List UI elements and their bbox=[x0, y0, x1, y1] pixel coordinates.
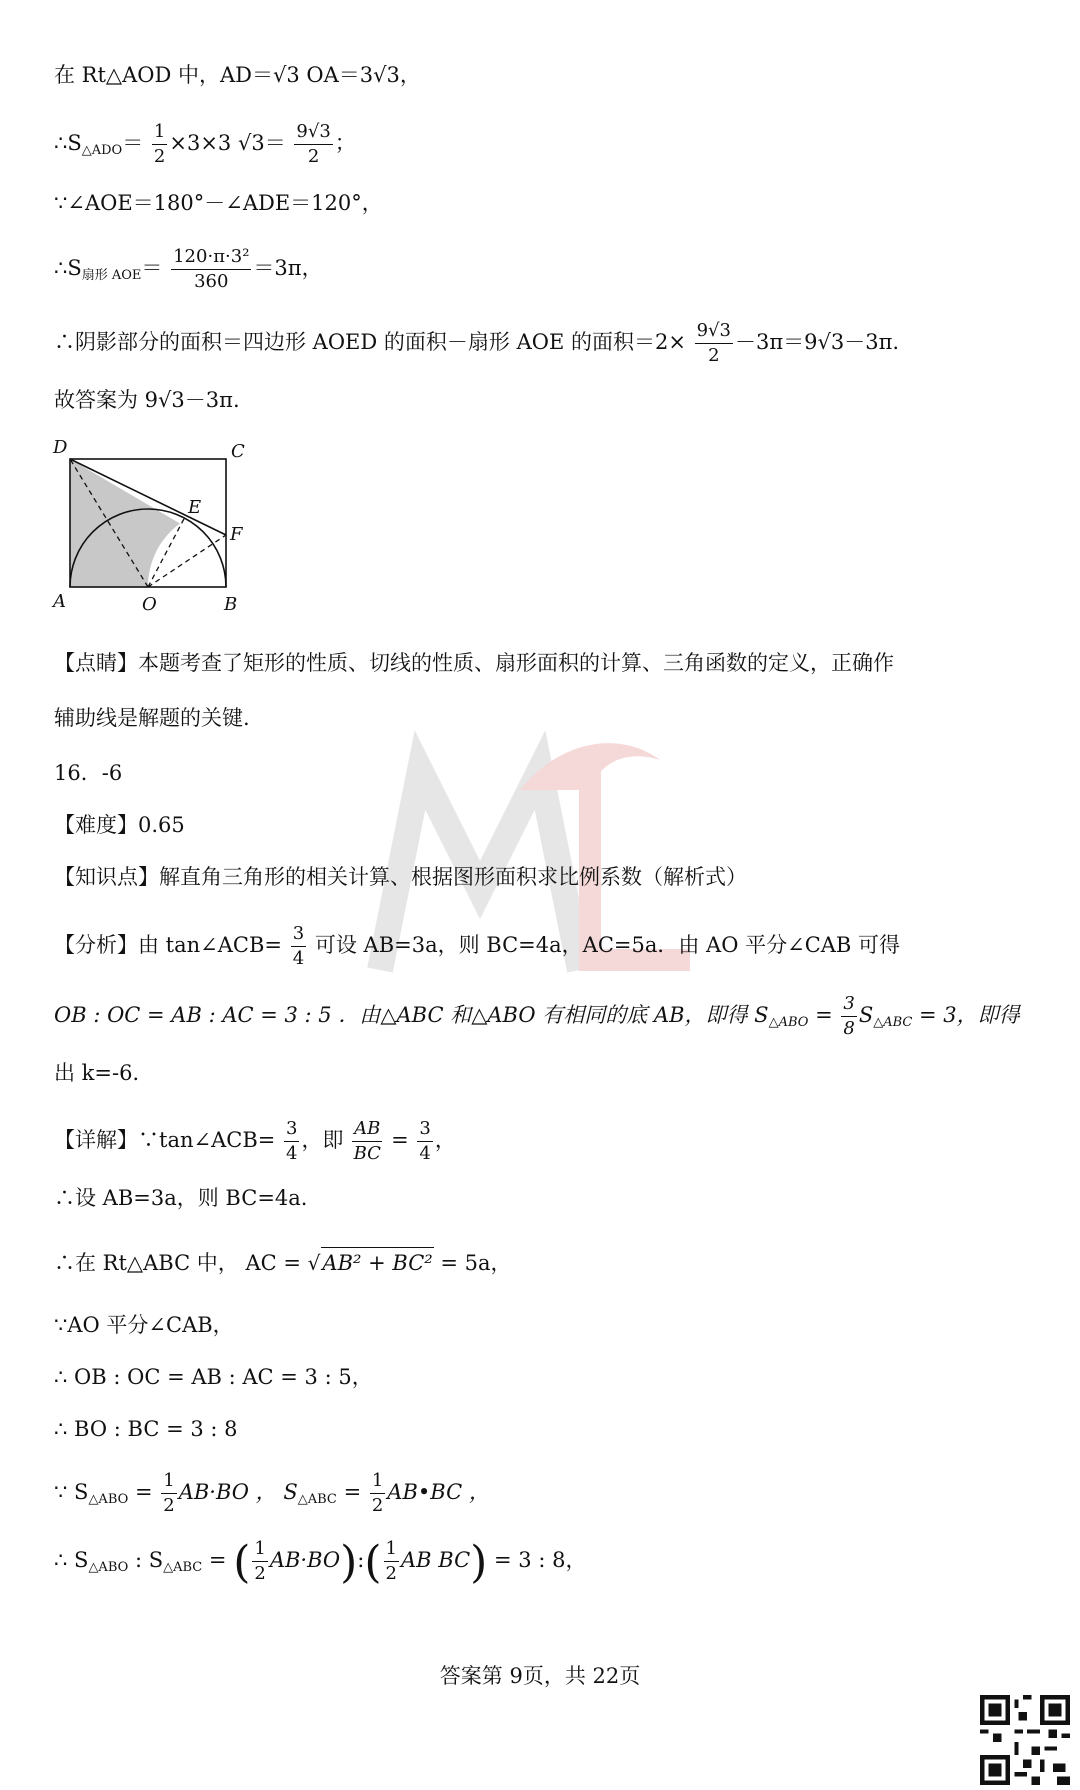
text-line: 【难度】0.65 bbox=[54, 813, 185, 837]
text-line: 【分析】由 tan∠ACB= $\frac{3}{4}$ 可设 AB=3a，则 BC=4a，AC=5a．由 AO 平分∠CAB 可得 bbox=[54, 923, 901, 969]
text: ＝ bbox=[122, 131, 144, 155]
text-line: 辅助线是解题的关键. bbox=[54, 706, 250, 730]
text: ∴S bbox=[54, 131, 82, 155]
text-line: ∴ $S_{\triangle ABO}$ : $S_{\triangle ABC}$ = ( $\frac{1}{2}$ AB·BO):( $\frac{1}{2}$ AB BC) = 3 : 8， bbox=[54, 1537, 587, 1588]
geometry-figure bbox=[50, 435, 280, 615]
text-line: $\therefore S_{扇形 AOE}=$ $\frac{\text{120·π·3²}}{360}$ ＝3π， bbox=[54, 246, 323, 292]
fraction: $\frac{3}{8}$ bbox=[843, 993, 855, 1039]
text-line: 故答案为 9√3－3π. bbox=[54, 388, 240, 412]
text-line: 出 k=-6． bbox=[54, 1061, 154, 1085]
text-line: ∴在 Rt△ABC 中， AC = √AB² + BC² = 5a， bbox=[54, 1247, 512, 1278]
fraction: $\frac{1}{2}$ bbox=[385, 1538, 397, 1584]
text-line: ∴ OB : OC = AB : AC = 3 : 5， bbox=[54, 1365, 373, 1389]
label-C: C bbox=[231, 441, 245, 462]
radicand: AB² + BC² bbox=[321, 1247, 433, 1278]
text-line: ∴设 AB=3a，则 BC=4a. bbox=[54, 1186, 308, 1210]
qr-code-icon bbox=[980, 1695, 1070, 1785]
label-D: D bbox=[53, 437, 68, 458]
label-F: F bbox=[230, 524, 243, 545]
fraction: $\frac{1}{2}$ bbox=[254, 1538, 266, 1584]
fraction: $\frac{\text{120·π·3²}}{360}$ bbox=[173, 246, 250, 292]
text-line: 【详解】∵tan∠ACB= $\frac{3}{4}$ ，即 $\frac{AB}{BC}$ = $\frac{3}{4}$ ， bbox=[54, 1118, 456, 1164]
label-O: O bbox=[142, 594, 157, 615]
text-line: 【点睛】本题考查了矩形的性质、切线的性质、扇形面积的计算、三角函数的定义，正确作 bbox=[54, 651, 894, 675]
text-line: ∵AO 平分∠CAB， bbox=[54, 1313, 234, 1337]
fraction: $\frac{3}{4}$ bbox=[292, 923, 305, 969]
text-line: 16．-6 bbox=[54, 761, 123, 785]
text: ＝ bbox=[264, 131, 286, 155]
fraction: $\frac{3}{4}$ bbox=[286, 1118, 298, 1164]
fraction: $\frac{1}{2}$ bbox=[163, 1470, 175, 1516]
fraction: $\frac{1}{2}$ bbox=[153, 121, 166, 167]
text: ×3×3 bbox=[169, 131, 232, 155]
text-line: OB : OC = AB : AC = 3 : 5 ．由△ABC 和△ABO 有相同的底 AB，即得 $S_{\triangle ABO}$ = $\frac{3}{8}$ $S_{\triangle ABC} = 3$，即得 bbox=[54, 993, 1020, 1039]
text: √3 bbox=[237, 131, 265, 155]
fraction: $\frac{AB}{BC}$ bbox=[353, 1118, 381, 1164]
label-A: A bbox=[53, 591, 66, 612]
fraction: $\frac{1}{2}$ bbox=[371, 1470, 384, 1516]
fraction: $\frac{3}{4}$ bbox=[419, 1118, 431, 1164]
fraction: $\frac{9√3}{2}$ bbox=[296, 121, 331, 167]
subscript: △ADO bbox=[81, 143, 123, 158]
text-line: ∵ $S_{\triangle ABO}$ = $\frac{1}{2}$ AB·BO ， $S_{\triangle ABC}$ = $\frac{1}{2}$ AB•BC ， bbox=[54, 1470, 490, 1516]
text-line: 在 Rt△AOD 中，AD＝√3 OA＝3√3， bbox=[54, 63, 421, 87]
label-E: E bbox=[188, 497, 202, 518]
page-footer: 答案第 9页，共 22页 bbox=[439, 1664, 641, 1688]
text-line: ∵∠AOE＝180°－∠ADE＝120°， bbox=[54, 191, 383, 215]
fraction: $\frac{9√3}{2}$ bbox=[696, 320, 731, 366]
text-line: ∴ BO : BC = 3 : 8 bbox=[54, 1417, 238, 1441]
text-line: 【知识点】解直角三角形的相关计算、根据图形面积求比例系数（解析式） bbox=[54, 865, 747, 889]
label-B: B bbox=[224, 594, 238, 615]
text-line bbox=[54, 123, 356, 166]
text: ； bbox=[334, 131, 356, 155]
text-line: ∴阴影部分的面积＝四边形 AOED 的面积－扇形 AOE 的面积＝2× $\frac{9√3}{2}$ －3π＝9√3－3π. bbox=[54, 320, 900, 366]
